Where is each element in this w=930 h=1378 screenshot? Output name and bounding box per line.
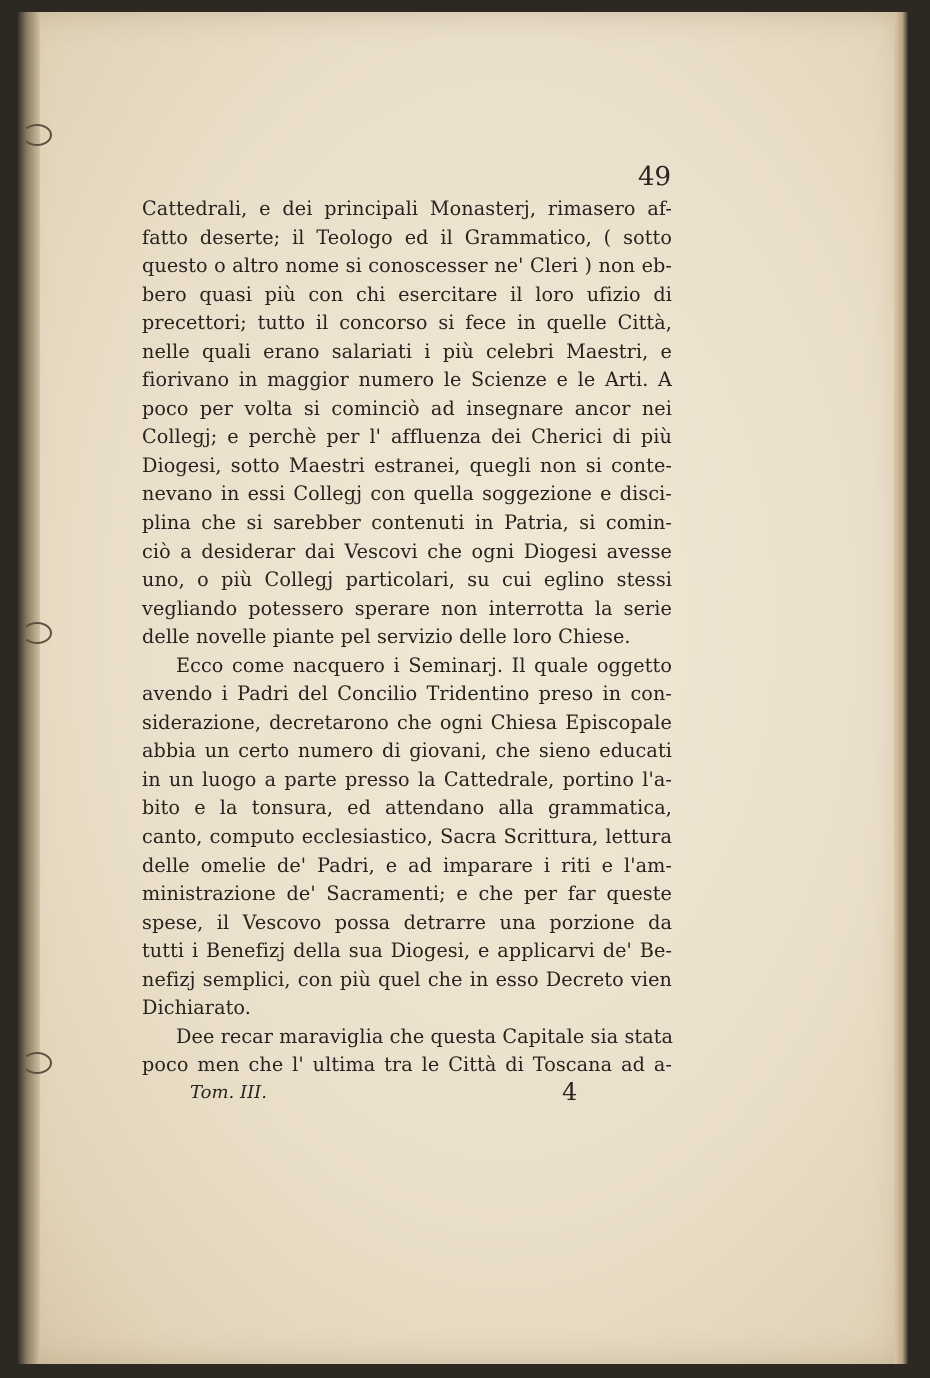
text-line: nevano in essi Collegj con quella soggezione e disci-: [142, 482, 672, 506]
page-edge: [894, 12, 908, 1364]
text-line: Cattedrali, e dei principali Monasterj, rimasero af-: [142, 197, 672, 220]
page-number: 49: [638, 162, 672, 192]
text-line: siderazione, decretarono che ogni Chiesa Episcopale: [142, 710, 672, 734]
text-line: bito e la tonsura, ed attendano alla grammatica,: [142, 796, 672, 820]
text-line: avendo i Padri del Concilio Tridentino preso in con-: [142, 682, 672, 706]
text-line: Dee recar maraviglia che questa Capitale sia stata: [176, 1024, 674, 1048]
text-line: Diogesi, sotto Maestri estranei, quegli non si conte-: [142, 453, 672, 477]
text-line: in un luogo a parte presso la Cattedrale, portino l'a-: [142, 767, 672, 791]
binding-stitch: [22, 1052, 52, 1074]
volume-label: Tom. III.: [190, 1082, 268, 1103]
text-line: Dichiarato.: [142, 996, 251, 1020]
text-line: abbia un certo numero di giovani, che sieno educati: [142, 739, 672, 763]
page-binding: [18, 12, 40, 1364]
text-line: nefizj semplici, con più quel che in esso Decreto vien: [142, 967, 672, 991]
text-line: bero quasi più con chi esercitare il loro ufizio di: [142, 282, 672, 306]
text-line: nelle quali erano salariati i più celebri Maestri, e: [142, 339, 672, 363]
text-line: tutti i Benefizj della sua Diogesi, e applicarvi de' Be-: [142, 939, 672, 963]
body-text: [142, 195, 672, 1080]
text-line: spese, il Vescovo possa detrarre una porzione da: [142, 910, 672, 934]
text-line: precettori; tutto il concorso si fece in quelle Città,: [142, 311, 672, 335]
text-line: ministrazione de' Sacramenti; e che per far queste: [142, 882, 672, 906]
text-line: plina che si sarebber contenuti in Patria, si comin-: [142, 511, 672, 535]
text-line: poco men che l' ultima tra le Città di Toscana ad a-: [142, 1053, 672, 1077]
text-line: Ecco come nacquero i Seminarj. Il quale oggetto: [176, 653, 672, 677]
text-line: delle novelle piante pel servizio delle loro Chiese.: [142, 625, 631, 649]
text-line: vegliando potessero sperare non interrotta la serie: [142, 596, 672, 620]
binding-stitch: [22, 622, 52, 644]
text-line: delle omelie de' Padri, e ad imparare i riti e l'am-: [142, 853, 672, 877]
text-line: Collegj; e perchè per l' affluenza dei Cherici di più: [142, 425, 672, 449]
text-line: fiorivano in maggior numero le Scienze e le Arti. A: [142, 368, 672, 392]
binding-stitch: [22, 124, 52, 146]
signature-mark: 4: [562, 1078, 578, 1106]
text-line: questo o altro nome si conoscesser ne' Cleri ) non eb-: [142, 254, 672, 278]
text-line: poco per volta si cominciò ad insegnare ancor nei: [142, 396, 672, 420]
text-line: fatto deserte; il Teologo ed il Grammatico, ( sotto: [142, 225, 672, 249]
text-line: canto, computo ecclesiastico, Sacra Scrittura, lettura: [142, 825, 672, 849]
text-line: ciò a desiderar dai Vescovi che ogni Diogesi avesse: [142, 539, 672, 563]
text-line: uno, o più Collegj particolari, su cui eglino stessi: [142, 568, 672, 592]
